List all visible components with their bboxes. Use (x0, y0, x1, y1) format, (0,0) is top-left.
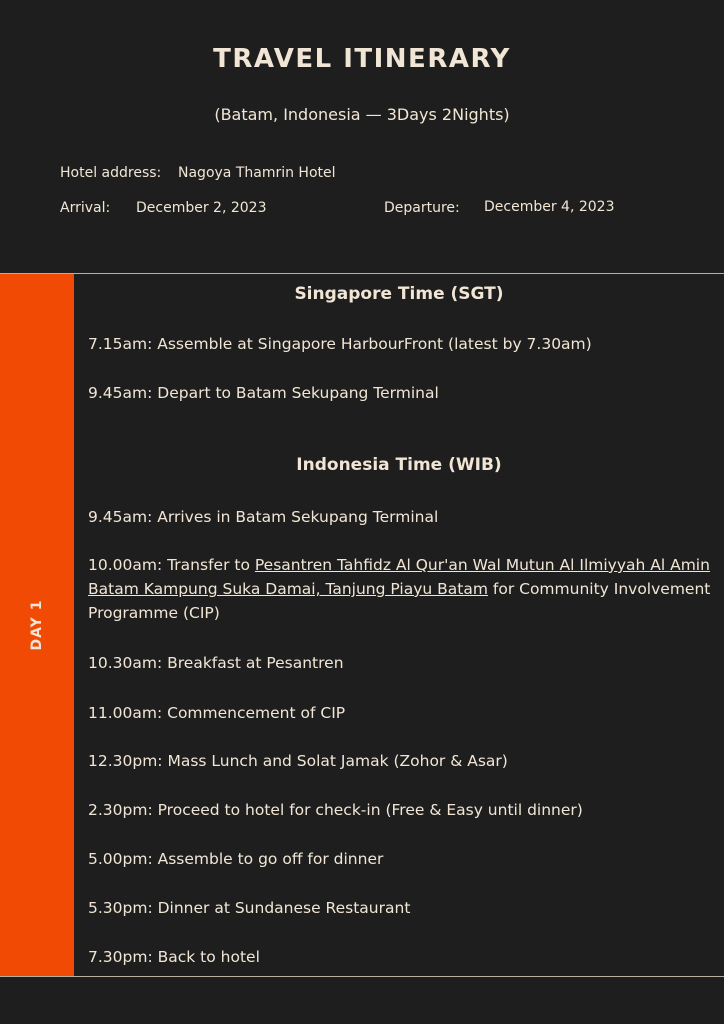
wib-item: 5.30pm: Dinner at Sundanese Restaurant (88, 899, 411, 917)
wib-item: 10.30am: Breakfast at Pesantren (88, 654, 344, 672)
wib-item: 5.00pm: Assemble to go off for dinner (88, 850, 384, 868)
wib-item: 11.00am: Commencement of CIP (88, 704, 346, 722)
hotel-label: Hotel address: (60, 165, 162, 181)
hotel-value: Nagoya Thamrin Hotel (178, 165, 336, 181)
page-title: TRAVEL ITINERARY (213, 44, 511, 74)
day-label: DAY 1 (29, 599, 45, 651)
wib-item: 9.45am: Arrives in Batam Sekupang Terminal (88, 508, 439, 526)
sgt-item: 9.45am: Depart to Batam Sekupang Terminal (88, 384, 439, 402)
transfer-suffix: for Community Involvement Programme (CIP) (88, 580, 711, 622)
sgt-heading: Singapore Time (SGT) (294, 284, 504, 304)
arrival-label: Arrival: (60, 200, 111, 216)
wib-heading: Indonesia Time (WIB) (296, 455, 502, 475)
sgt-item: 7.15am: Assemble at Singapore HarbourFront (latest by 7.30am) (88, 335, 592, 353)
wib-item: 7.30pm: Back to hotel (88, 948, 260, 966)
wib-transfer-item (88, 553, 714, 625)
bottom-divider (0, 976, 724, 977)
transfer-prefix: 10.00am: Transfer to (88, 556, 255, 574)
wib-item: 12.30pm: Mass Lunch and Solat Jamak (Zohor & Asar) (88, 752, 508, 770)
departure-label: Departure: (384, 200, 460, 216)
pesantren-link[interactable]: Pesantren Tahfidz Al Qur'an Wal Mutun Al Ilmiyyah Al Amin Batam Kampung Suka Damai, Tanjung Piayu Batam (88, 556, 710, 598)
wib-item: 2.30pm: Proceed to hotel for check-in (Free & Easy until dinner) (88, 801, 583, 819)
page-subtitle: (Batam, Indonesia — 3Days 2Nights) (214, 105, 510, 124)
arrival-value: December 2, 2023 (136, 200, 267, 216)
departure-value: December 4, 2023 (484, 199, 615, 215)
top-divider (0, 273, 724, 274)
